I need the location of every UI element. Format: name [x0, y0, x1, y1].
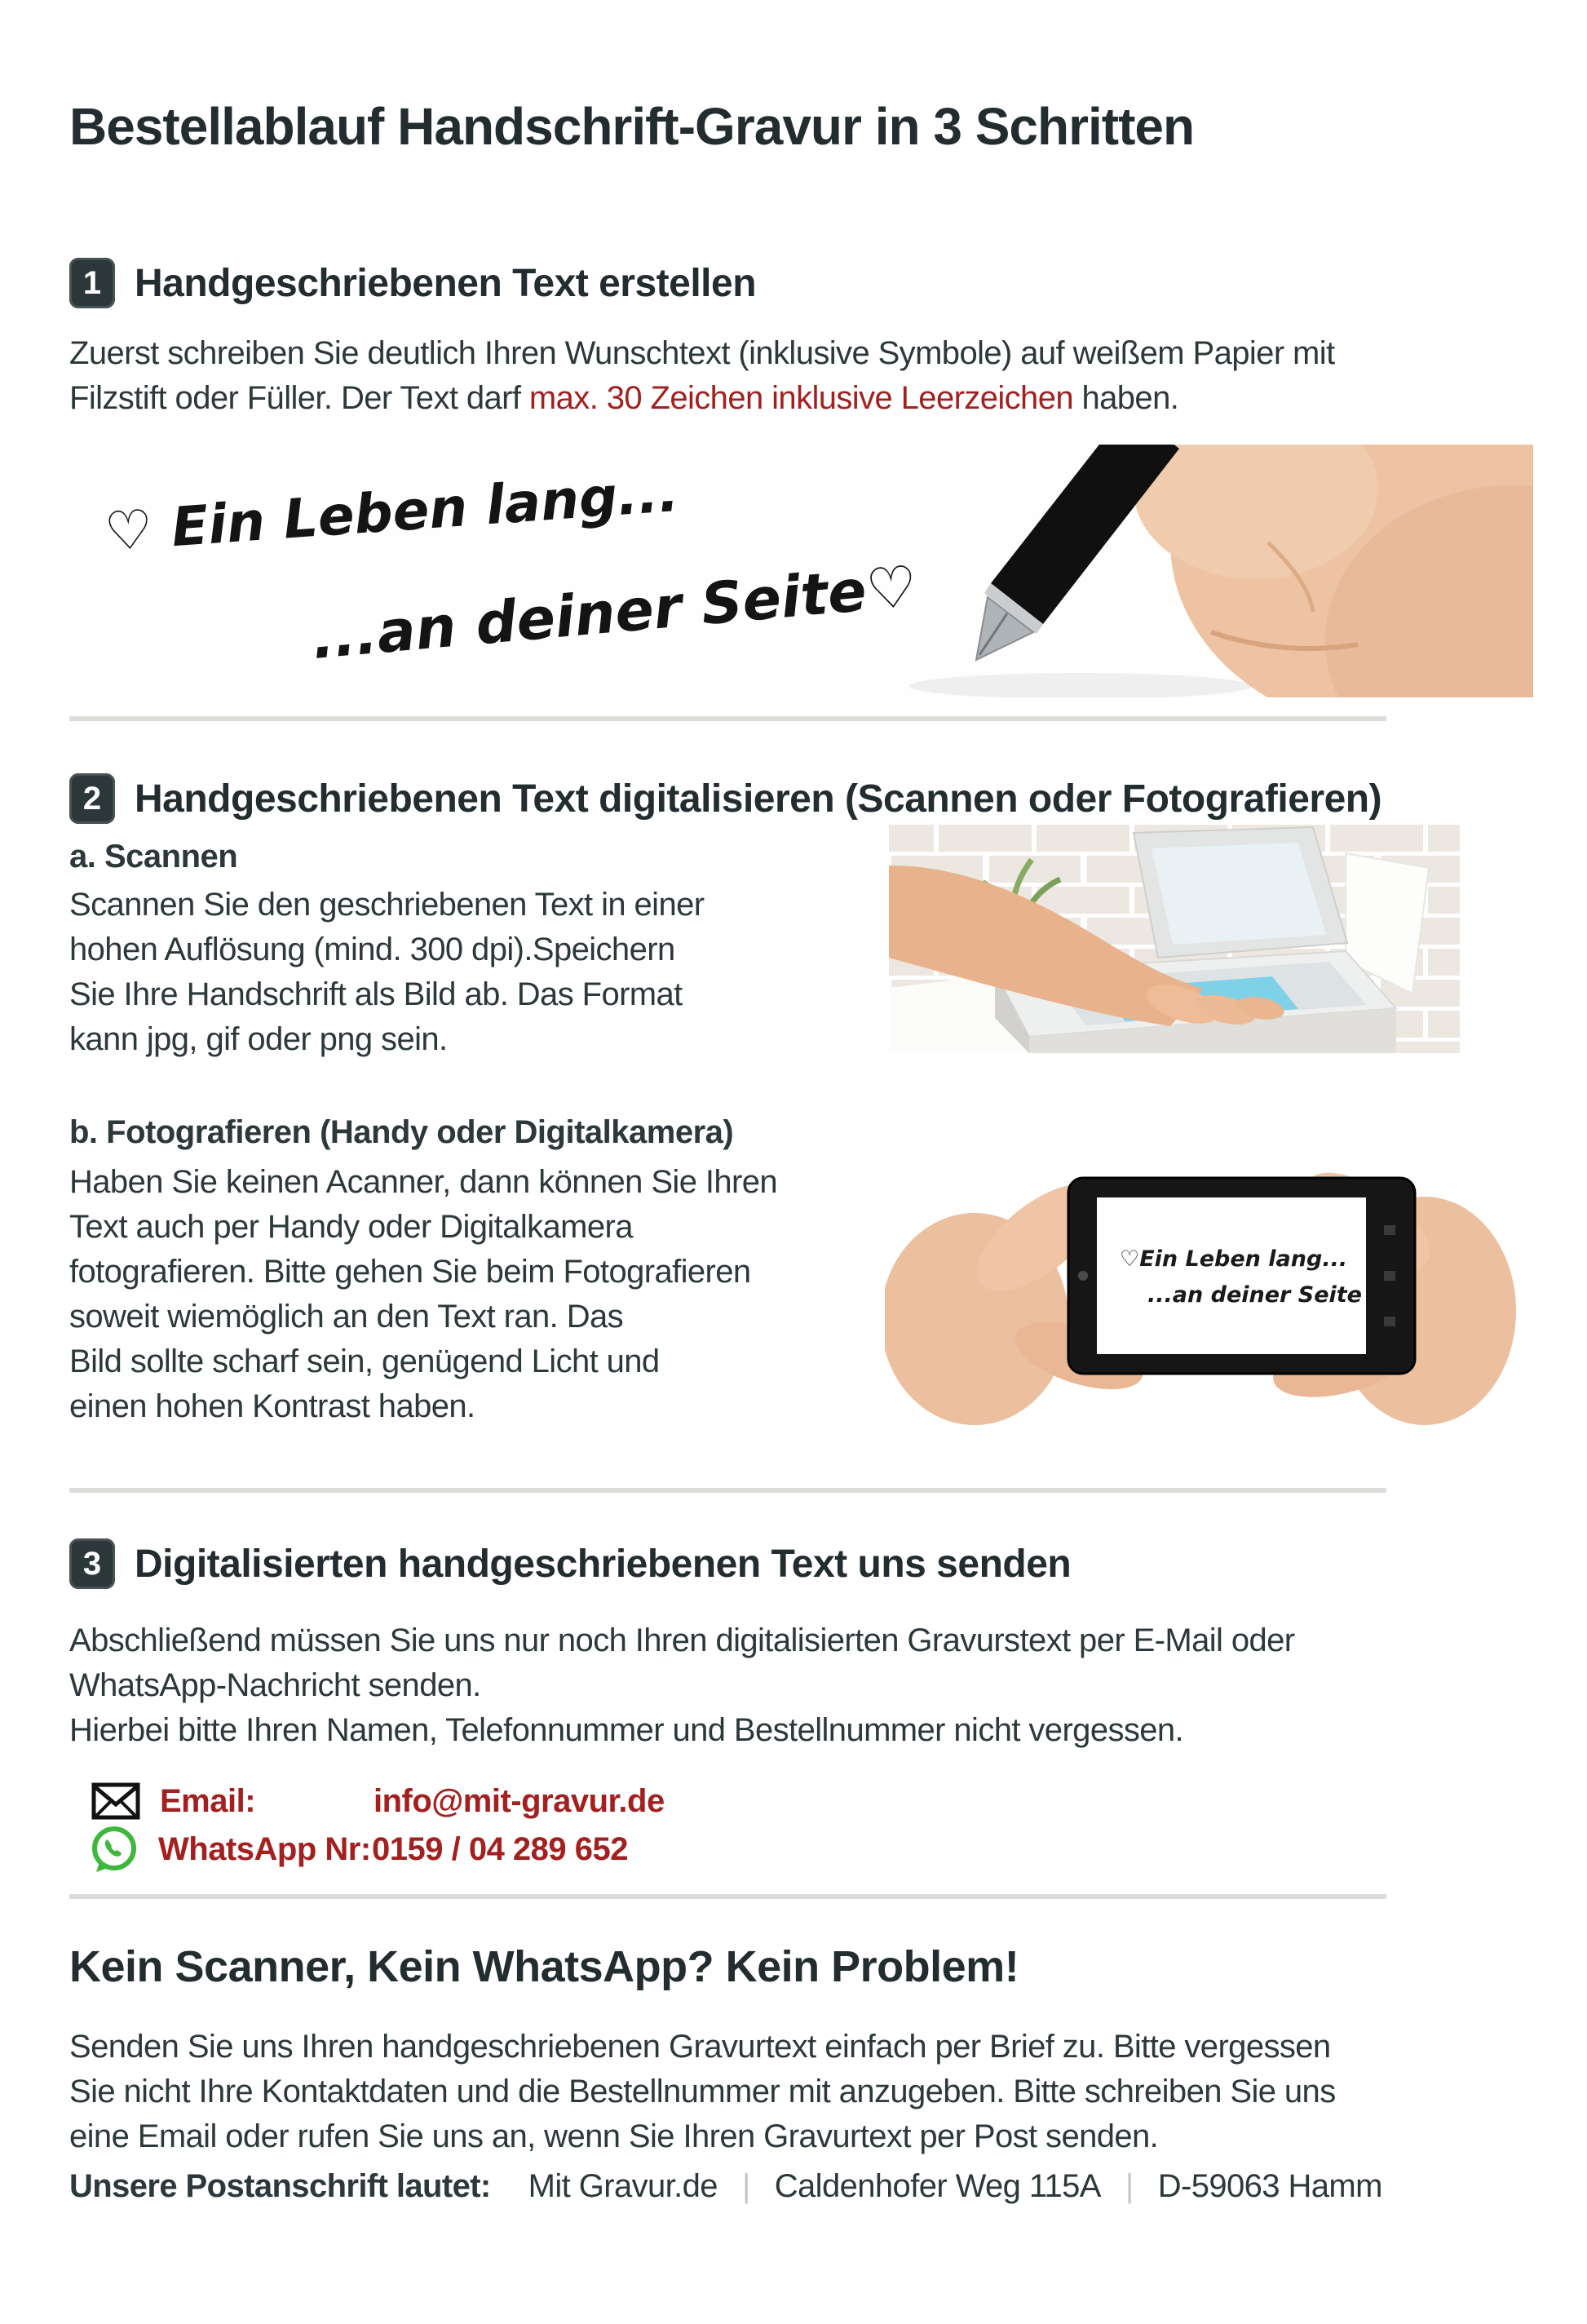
step-2b-title: b. Fotografieren (Handy oder Digitalkamera) — [69, 1114, 734, 1150]
scanner-photo — [889, 821, 1460, 1053]
phone-button — [1384, 1225, 1395, 1235]
step-3-header — [69, 1538, 1071, 1589]
footer-separator: | — [741, 2168, 750, 2204]
phone-photo — [885, 1103, 1517, 1429]
email-value: info@mit-gravur.de — [374, 1782, 665, 1819]
step-3-line-2: WhatsApp-Nachricht senden. — [69, 1667, 481, 1703]
no-scanner-line-1: Senden Sie uns Ihren handgeschriebenen Gravurtext einfach per Brief zu. Bitte vergessen — [69, 2029, 1331, 2065]
no-scanner-line-2: Sie nicht Ihre Kontaktdaten und die Bestellnummer mit anzugeben. Bitte schreiben Sie uns — [69, 2074, 1336, 2109]
step-1-line2-pre: Filzstift oder Füller. Der Text darf — [69, 380, 529, 416]
step-1-title: Handgeschriebenen Text erstellen — [135, 261, 757, 305]
step-3-line-3: Hierbei bitte Ihren Namen, Telefonnummer und Bestellnummer nicht vergessen. — [69, 1712, 1184, 1748]
whatsapp-row — [90, 1826, 628, 1873]
step-2a-text — [69, 883, 704, 1062]
smartphone — [1068, 1178, 1415, 1374]
step-2b-line-5: Bild sollte scharf sein, genügend Licht und — [69, 1343, 660, 1379]
step-3-badge: 3 — [69, 1538, 115, 1589]
step-2b-line-1: Haben Sie keinen Acanner, dann können Sie Ihren — [69, 1164, 778, 1200]
step-2-badge: 2 — [69, 773, 115, 824]
step-2b-line-3: fotografieren. Bitte gehen Sie beim Fotografieren — [69, 1254, 751, 1290]
step-2-title: Handgeschriebenen Text digitalisieren (Scannen oder Fotografieren) — [135, 777, 1382, 821]
step-2b-text — [69, 1160, 777, 1429]
postal-city: D-59063 Hamm — [1157, 2168, 1382, 2204]
email-icon — [91, 1782, 160, 1820]
phone-button — [1384, 1317, 1395, 1326]
footer-separator: | — [1125, 2168, 1134, 2204]
step-2b-line-6: einen hohen Kontrast haben. — [69, 1388, 475, 1424]
page-title: Bestellablauf Handschrift-Gravur in 3 Schritten — [69, 97, 1195, 156]
step-3-title: Digitalisierten handgeschriebenen Text uns senden — [135, 1542, 1072, 1586]
email-row — [91, 1778, 665, 1824]
camera-icon — [1078, 1271, 1088, 1281]
step-1-text — [69, 331, 1335, 421]
step-2b-line-4: soweit wiemöglich an den Text ran. Das — [69, 1299, 624, 1335]
step-2a-line-2: hohen Auflösung (mind. 300 dpi).Speichern — [69, 932, 675, 967]
whatsapp-icon — [90, 1825, 158, 1874]
email-label: Email: — [160, 1782, 256, 1819]
section-divider-3 — [69, 1894, 1386, 1899]
whatsapp-value: 0159 / 04 289 652 — [372, 1830, 629, 1867]
handwriting-photo — [69, 445, 1533, 697]
step-1-text-line-2 — [69, 376, 1335, 421]
step-2-header — [69, 773, 1381, 824]
step-1-line2-post: haben. — [1072, 380, 1179, 416]
phone-button — [1384, 1271, 1395, 1281]
step-2a-line-1: Scannen Sie den geschriebenen Text in einer — [69, 887, 705, 923]
handwriting-line-1: ♡ Ein Leben lang... — [102, 460, 681, 564]
section-divider-2 — [69, 1488, 1386, 1493]
whatsapp-label: WhatsApp Nr: — [158, 1830, 371, 1867]
postal-street: Caldenhofer Weg 115A — [774, 2168, 1101, 2204]
step-1-text-line-1: Zuerst schreiben Sie deutlich Ihren Wunschtext (inklusive Symbole) auf weißem Papier mit — [69, 335, 1335, 371]
step-3-line-1: Abschließend müssen Sie uns nur noch Ihren digitalisierten Gravurstext per E-Mail oder — [69, 1622, 1295, 1658]
no-scanner-text — [69, 2025, 1336, 2159]
postal-address-label: Unsere Postanschrift lautet: — [69, 2168, 491, 2204]
no-scanner-line-3: eine Email oder rufen Sie uns an, wenn Sie Ihren Gravurtext per Post senden. — [69, 2118, 1159, 2154]
step-3-text — [69, 1618, 1294, 1753]
step-2a-line-4: kann jpg, gif oder png sein. — [69, 1021, 448, 1057]
postal-address-line — [69, 2168, 1382, 2205]
no-scanner-title: Kein Scanner, Kein WhatsApp? Kein Problem! — [69, 1942, 1019, 1991]
phone-screen-line-2: ...an deiner Seite ♡ — [1147, 1282, 1390, 1308]
step-1-line2-highlight: max. 30 Zeichen inklusive Leerzeichen — [528, 380, 1073, 416]
phone-screen-line-1: ♡Ein Leben lang... — [1120, 1246, 1348, 1272]
phone-screen — [1097, 1197, 1366, 1354]
handwriting-line-2: ...an deiner Seite♡ — [309, 552, 921, 672]
step-2b-line-2: Text auch per Handy oder Digitalkamera — [69, 1209, 633, 1245]
postal-company: Mit Gravur.de — [528, 2168, 718, 2204]
scanner-lid-inner — [1152, 843, 1326, 945]
step-2a-line-3: Sie Ihre Handschrift als Bild ab. Das Format — [69, 976, 683, 1012]
section-divider-1 — [69, 716, 1386, 721]
step-1-header — [69, 258, 756, 308]
step-1-badge: 1 — [69, 258, 115, 308]
step-2a-title: a. Scannen — [69, 839, 238, 874]
